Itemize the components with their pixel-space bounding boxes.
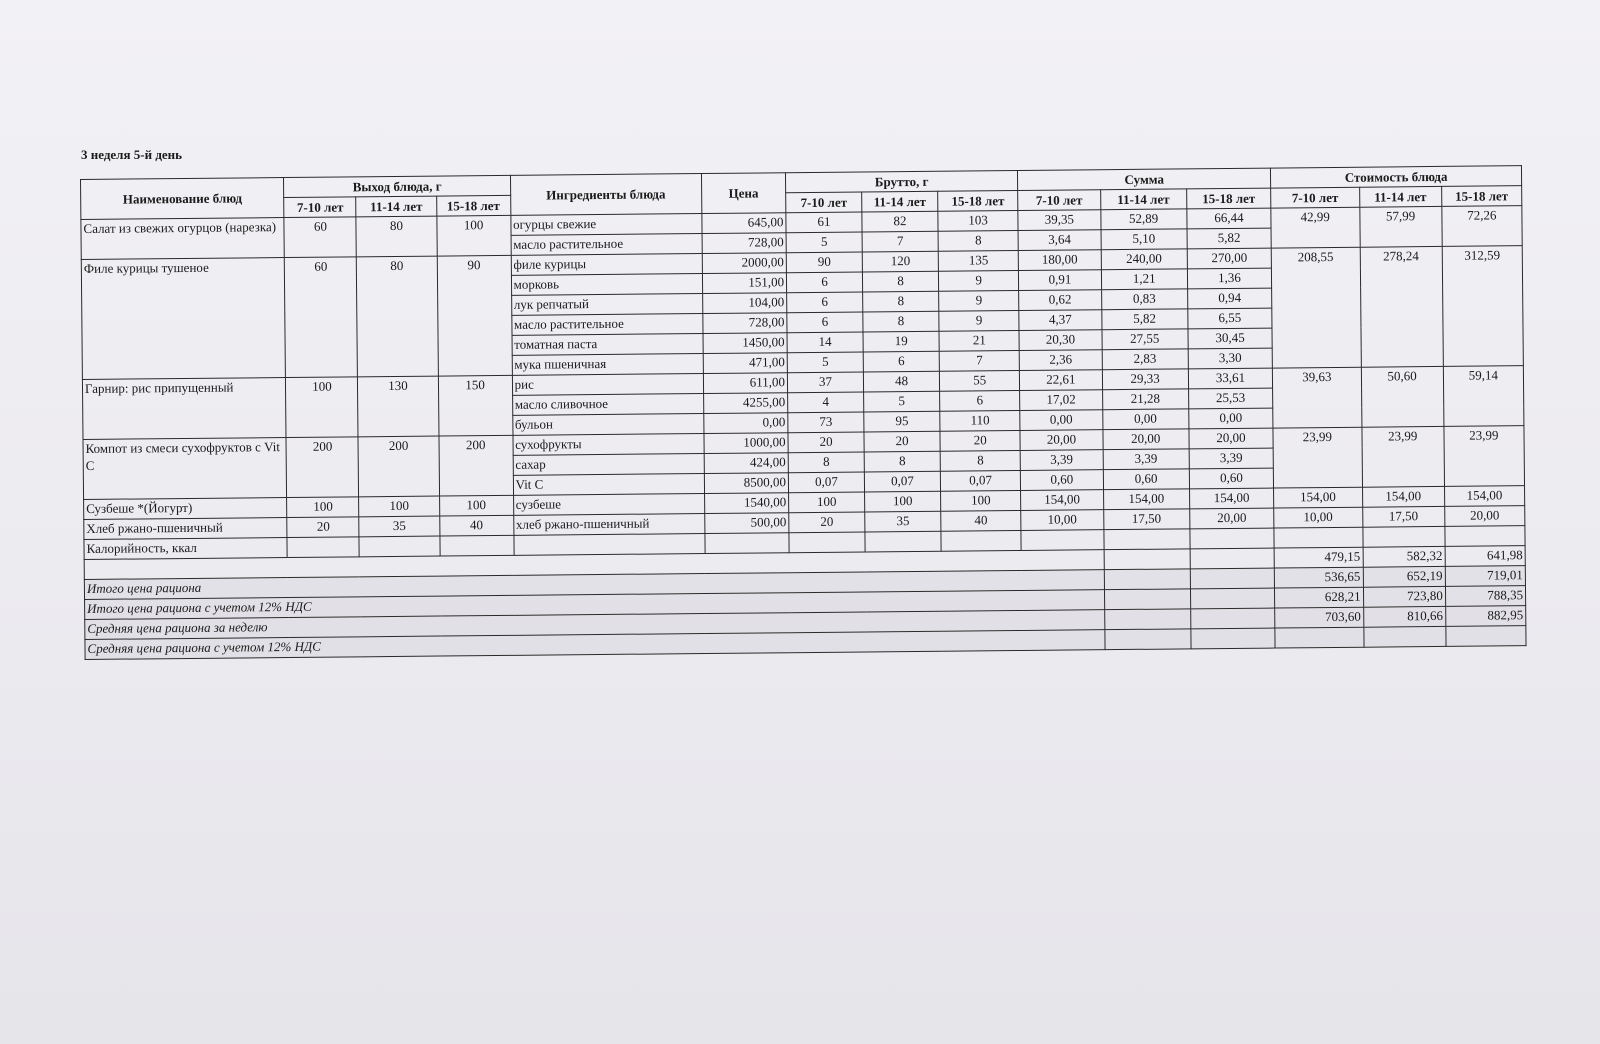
dish-cost-cell: 72,26 (1442, 206, 1523, 247)
ingredient-sum-cell: 66,44 (1187, 208, 1271, 229)
ingredient-sum-cell: 6,55 (1188, 308, 1272, 329)
ingredient-gross-cell: 100 (941, 490, 1021, 511)
empty-cell (287, 537, 359, 558)
ingredient-price-cell: 4255,00 (703, 393, 787, 414)
dish-cost-cell: 57,99 (1359, 206, 1442, 247)
ingredient-sum-cell: 240,00 (1101, 249, 1188, 270)
total-value-cell: 810,66 (1363, 606, 1445, 627)
ingredient-gross-cell: 7 (862, 231, 938, 252)
ingredient-sum-cell: 0,60 (1021, 470, 1103, 491)
ingredient-sum-cell: 33,61 (1188, 368, 1272, 389)
ingredient-gross-cell: 8 (940, 450, 1020, 471)
dish-cost-cell: 154,00 (1274, 487, 1363, 508)
ingredient-price-cell: 728,00 (703, 313, 787, 334)
dish-yield-cell: 20 (287, 517, 359, 538)
header-gross-age-7-10: 7-10 лет (786, 192, 862, 213)
ingredient-name-cell: рис (512, 374, 703, 396)
total-value-cell: 723,80 (1363, 586, 1445, 607)
ingredient-sum-cell: 154,00 (1103, 489, 1190, 510)
total-value-cell: 788,35 (1445, 586, 1525, 607)
dish-yield-cell: 40 (439, 515, 513, 536)
ingredient-sum-cell: 20,00 (1020, 430, 1102, 451)
ingredient-name-cell: филе курицы (511, 254, 702, 276)
empty-cell (1104, 589, 1191, 610)
dish-cost-cell: 23,99 (1361, 426, 1444, 487)
dish-yield-cell: 200 (358, 436, 439, 497)
ingredient-sum-cell: 154,00 (1189, 488, 1273, 509)
ingredient-name-cell: морковь (511, 274, 702, 296)
ingredient-gross-cell: 6 (786, 272, 862, 293)
ingredient-price-cell: 424,00 (704, 453, 788, 474)
subtotal-value-cell: 479,15 (1274, 547, 1363, 568)
total-value-cell: 882,95 (1445, 606, 1525, 627)
ingredient-gross-cell: 9 (939, 310, 1019, 331)
ingredient-gross-cell: 8 (938, 230, 1018, 251)
table-body (81, 206, 1526, 660)
ingredient-gross-cell: 40 (941, 510, 1021, 531)
ingredient-gross-cell: 8 (788, 452, 864, 473)
ingredient-price-cell: 728,00 (702, 233, 786, 254)
ingredient-gross-cell: 6 (787, 312, 863, 333)
dish-cost-cell: 312,59 (1442, 246, 1523, 367)
ingredient-sum-cell: 52,89 (1100, 209, 1187, 230)
ingredient-sum-cell: 17,02 (1020, 390, 1102, 411)
ingredient-price-cell: 0,00 (704, 413, 788, 434)
ingredient-gross-cell: 48 (863, 371, 939, 392)
ingredient-price-cell: 1000,00 (704, 433, 788, 454)
header-gross: Брутто, г (785, 170, 1017, 192)
header-sum-age-11-14: 11-14 лет (1100, 189, 1187, 210)
ingredient-gross-cell: 135 (938, 250, 1018, 271)
ingredient-gross-cell: 37 (787, 372, 863, 393)
ingredient-gross-cell: 35 (865, 511, 941, 532)
ingredient-sum-cell: 0,60 (1103, 469, 1190, 490)
ingredient-sum-cell: 5,82 (1187, 228, 1271, 249)
ingredient-name-cell: масло растительное (511, 234, 702, 256)
total-value-cell (1275, 627, 1364, 648)
ingredient-gross-cell: 5 (786, 232, 862, 253)
ingredient-name-cell: Vit C (513, 474, 704, 496)
ingredient-gross-cell: 95 (864, 411, 940, 432)
ingredient-sum-cell: 2,36 (1019, 350, 1101, 371)
empty-cell (1104, 609, 1191, 630)
dish-name-cell: Филе курицы тушеное (81, 258, 286, 380)
ingredient-sum-cell: 39,35 (1018, 210, 1100, 231)
ingredient-sum-cell: 20,30 (1019, 330, 1101, 351)
ingredient-gross-cell: 73 (788, 412, 864, 433)
empty-cell (359, 536, 439, 557)
header-sum-age-15-18: 15-18 лет (1186, 188, 1270, 209)
ingredient-gross-cell: 0,07 (864, 471, 940, 492)
ingredient-sum-cell: 0,00 (1020, 410, 1102, 431)
subtotal-value-cell: 641,98 (1445, 546, 1525, 567)
empty-cell (1021, 530, 1103, 551)
ingredient-gross-cell: 6 (787, 292, 863, 313)
header-cost: Стоимость блюда (1271, 166, 1522, 188)
dish-yield-cell: 100 (287, 497, 359, 518)
ingredient-sum-cell: 10,00 (1021, 510, 1103, 531)
ingredient-price-cell: 151,00 (702, 273, 786, 294)
ingredient-gross-cell: 8 (863, 291, 939, 312)
header-sum: Сумма (1018, 168, 1271, 190)
dish-yield-cell: 80 (357, 256, 438, 377)
ingredient-gross-cell: 8 (864, 451, 940, 472)
empty-cell (789, 532, 865, 553)
header-gross-age-15-18: 15-18 лет (938, 190, 1018, 211)
empty-cell (514, 534, 705, 556)
dish-name-cell: Сузбеше *(Йогурт) (84, 498, 288, 520)
ingredient-gross-cell: 20 (789, 512, 865, 533)
total-value-cell (1446, 626, 1526, 647)
subtotal-value-cell: 582,32 (1363, 546, 1445, 567)
dish-yield-cell: 100 (359, 496, 439, 517)
empty-cell (1103, 529, 1190, 550)
ingredient-sum-cell: 17,50 (1103, 509, 1190, 530)
empty-cell (1274, 527, 1363, 548)
ingredient-sum-cell: 0,62 (1019, 290, 1101, 311)
ingredient-sum-cell: 20,00 (1190, 508, 1274, 529)
dish-yield-cell: 60 (284, 217, 356, 258)
empty-cell (1190, 548, 1274, 569)
menu-cost-table (80, 165, 1527, 660)
ingredient-sum-cell: 5,10 (1101, 229, 1188, 250)
header-cost-age-15-18: 15-18 лет (1441, 186, 1521, 207)
empty-cell (1190, 528, 1274, 549)
ingredient-sum-cell: 3,39 (1103, 449, 1190, 470)
header-yield-age-11-14: 11-14 лет (356, 196, 436, 217)
ingredient-name-cell: сузбеше (513, 494, 704, 516)
header-dish: Наименование блюд (81, 178, 285, 220)
ingredient-sum-cell: 0,00 (1189, 408, 1273, 429)
ingredient-name-cell: огурцы свежие (510, 214, 701, 236)
empty-cell (941, 530, 1021, 551)
total-label-cell: Итого цена рациона с учетом 12% НДС (85, 590, 1105, 620)
ingredient-sum-cell: 3,64 (1018, 230, 1100, 251)
header-cost-age-11-14: 11-14 лет (1359, 186, 1441, 207)
ingredient-sum-cell: 3,39 (1189, 448, 1273, 469)
ingredient-sum-cell: 3,39 (1020, 450, 1102, 471)
dish-cost-cell: 39,63 (1273, 367, 1362, 428)
empty-cell (705, 533, 789, 554)
ingredient-gross-cell: 61 (786, 212, 862, 233)
ingredient-sum-cell: 29,33 (1102, 369, 1189, 390)
ingredient-gross-cell: 19 (863, 331, 939, 352)
ingredient-gross-cell: 0,07 (788, 472, 864, 493)
ingredient-gross-cell: 4 (788, 392, 864, 413)
dish-yield-cell: 100 (436, 215, 510, 256)
ingredient-price-cell: 1450,00 (703, 333, 787, 354)
ingredient-sum-cell: 2,83 (1102, 349, 1189, 370)
dish-yield-cell: 100 (439, 495, 513, 516)
header-yield-age-7-10: 7-10 лет (284, 197, 356, 218)
ingredient-gross-cell: 82 (862, 211, 938, 232)
dish-cost-cell: 20,00 (1444, 506, 1524, 527)
ingredient-gross-cell: 20 (864, 431, 940, 452)
header-price: Цена (701, 173, 786, 214)
dish-cost-cell: 278,24 (1360, 246, 1443, 367)
header-gross-age-11-14: 11-14 лет (862, 191, 938, 212)
empty-cell (1362, 526, 1444, 547)
dish-cost-cell: 23,99 (1273, 427, 1362, 488)
ingredient-price-cell: 8500,00 (704, 473, 788, 494)
ingredient-gross-cell: 103 (938, 210, 1018, 231)
ingredient-gross-cell: 9 (939, 270, 1019, 291)
header-cost-age-7-10: 7-10 лет (1271, 187, 1360, 208)
dish-yield-cell: 100 (286, 377, 359, 438)
dish-yield-cell: 130 (358, 376, 439, 437)
ingredient-name-cell: масло сливочное (512, 394, 703, 416)
empty-cell (1445, 526, 1525, 547)
ingredient-price-cell: 1540,00 (704, 493, 788, 514)
ingredient-gross-cell: 9 (939, 290, 1019, 311)
ingredient-gross-cell: 21 (939, 330, 1019, 351)
dish-yield-cell: 200 (286, 437, 359, 498)
ingredient-price-cell: 611,00 (703, 373, 787, 394)
ingredient-sum-cell: 5,82 (1101, 309, 1188, 330)
total-label-cell: Средняя цена рациона за неделю (85, 610, 1105, 640)
ingredient-sum-cell: 0,83 (1101, 289, 1188, 310)
document-title: 3 неделя 5-й день (81, 147, 183, 162)
header-ingredients: Ингредиенты блюда (510, 174, 702, 216)
header-sum-age-7-10: 7-10 лет (1018, 190, 1100, 211)
ingredient-name-cell: лук репчатый (511, 294, 702, 316)
ingredient-sum-cell: 0,94 (1187, 288, 1271, 309)
total-value-cell: 628,21 (1275, 587, 1364, 608)
ingredient-sum-cell: 21,28 (1102, 389, 1189, 410)
ingredient-gross-cell: 100 (865, 491, 941, 512)
ingredient-gross-cell: 6 (940, 390, 1020, 411)
dish-cost-cell: 59,14 (1443, 366, 1524, 427)
empty-cell (1191, 608, 1275, 629)
ingredient-name-cell: бульон (512, 414, 703, 436)
dish-name-cell: Салат из свежих огурцов (нарезка) (81, 218, 285, 260)
dish-cost-cell: 23,99 (1444, 426, 1525, 487)
total-label-cell: Средняя цена рациона с учетом 12% НДС (85, 630, 1105, 660)
dish-name-cell: Хлеб ржано-пшеничный (84, 518, 288, 540)
ingredient-gross-cell: 20 (940, 430, 1020, 451)
ingredient-sum-cell: 1,21 (1101, 269, 1188, 290)
total-value-cell (1363, 626, 1445, 647)
dish-yield-cell: 80 (356, 216, 437, 257)
dish-name-cell: Компот из смеси сухофруктов с Vit C (83, 438, 287, 500)
ingredient-price-cell: 104,00 (702, 293, 786, 314)
dish-cost-cell: 50,60 (1361, 366, 1444, 427)
ingredient-sum-cell: 27,55 (1102, 329, 1189, 350)
empty-cell (1190, 588, 1274, 609)
ingredient-gross-cell: 0,07 (940, 470, 1020, 491)
total-value-cell: 703,60 (1275, 607, 1364, 628)
empty-cell (1104, 569, 1191, 590)
total-label-cell: Итого цена рациона (84, 570, 1104, 600)
header-yield: Выход блюда, г (284, 175, 510, 197)
document-sheet (40, 95, 1560, 725)
total-value-cell: 536,65 (1274, 567, 1363, 588)
empty-cell (1190, 568, 1274, 589)
ingredient-sum-cell: 22,61 (1020, 370, 1102, 391)
dish-yield-cell: 60 (285, 257, 358, 378)
dish-cost-cell: 154,00 (1444, 486, 1524, 507)
ingredient-price-cell: 645,00 (702, 213, 786, 234)
ingredient-sum-cell: 20,00 (1189, 428, 1273, 449)
ingredient-sum-cell: 154,00 (1021, 490, 1103, 511)
empty-cell (1104, 629, 1191, 650)
ingredient-gross-cell: 8 (863, 311, 939, 332)
ingredient-price-cell: 2000,00 (702, 253, 786, 274)
ingredient-gross-cell: 5 (864, 391, 940, 412)
calories-label: Калорийность, ккал (84, 538, 288, 560)
ingredient-gross-cell: 90 (786, 252, 862, 273)
ingredient-gross-cell: 55 (939, 370, 1019, 391)
ingredient-name-cell: томатная паста (512, 334, 703, 356)
ingredient-name-cell: мука пшеничная (512, 354, 703, 376)
ingredient-gross-cell: 5 (787, 352, 863, 373)
ingredient-name-cell: сахар (513, 454, 704, 476)
dish-yield-cell: 200 (439, 435, 514, 496)
ingredient-sum-cell: 0,60 (1189, 468, 1273, 489)
ingredient-name-cell: сухофрукты (513, 434, 704, 456)
ingredient-price-cell: 471,00 (703, 353, 787, 374)
ingredient-gross-cell: 20 (788, 432, 864, 453)
ingredient-price-cell: 500,00 (704, 513, 788, 534)
ingredient-gross-cell: 110 (940, 410, 1020, 431)
dish-cost-cell: 42,99 (1271, 207, 1360, 248)
ingredient-gross-cell: 7 (939, 350, 1019, 371)
dish-yield-cell: 35 (359, 516, 439, 537)
ingredient-sum-cell: 25,53 (1188, 388, 1272, 409)
dish-yield-cell: 150 (438, 375, 513, 436)
ingredient-sum-cell: 270,00 (1187, 248, 1271, 269)
dish-cost-cell: 208,55 (1271, 247, 1361, 368)
dish-cost-cell: 10,00 (1274, 507, 1363, 528)
dish-cost-cell: 17,50 (1362, 506, 1444, 527)
empty-cell (1104, 549, 1191, 570)
header-yield-age-15-18: 15-18 лет (436, 195, 510, 216)
ingredient-name-cell: хлеб ржано-пшеничный (513, 514, 704, 536)
ingredient-sum-cell: 0,91 (1019, 270, 1101, 291)
ingredient-gross-cell: 120 (862, 251, 938, 272)
ingredient-sum-cell: 20,00 (1102, 429, 1189, 450)
dish-name-cell: Гарнир: рис припущенный (82, 378, 286, 440)
empty-cell (440, 535, 514, 556)
dish-cost-cell: 154,00 (1362, 486, 1444, 507)
empty-cell (865, 531, 941, 552)
dish-yield-cell: 90 (437, 255, 512, 376)
ingredient-gross-cell: 6 (863, 351, 939, 372)
ingredient-name-cell: масло растительное (511, 314, 702, 336)
total-value-cell: 652,19 (1363, 566, 1445, 587)
ingredient-sum-cell: 4,37 (1019, 310, 1101, 331)
empty-cell (1191, 628, 1275, 649)
ingredient-sum-cell: 1,36 (1187, 268, 1271, 289)
ingredient-sum-cell: 3,30 (1188, 348, 1272, 369)
ingredient-sum-cell: 180,00 (1019, 250, 1101, 271)
ingredient-gross-cell: 8 (862, 271, 938, 292)
ingredient-sum-cell: 30,45 (1188, 328, 1272, 349)
total-value-cell: 719,01 (1445, 566, 1525, 587)
ingredient-gross-cell: 14 (787, 332, 863, 353)
ingredient-gross-cell: 100 (789, 492, 865, 513)
ingredient-sum-cell: 0,00 (1102, 409, 1189, 430)
